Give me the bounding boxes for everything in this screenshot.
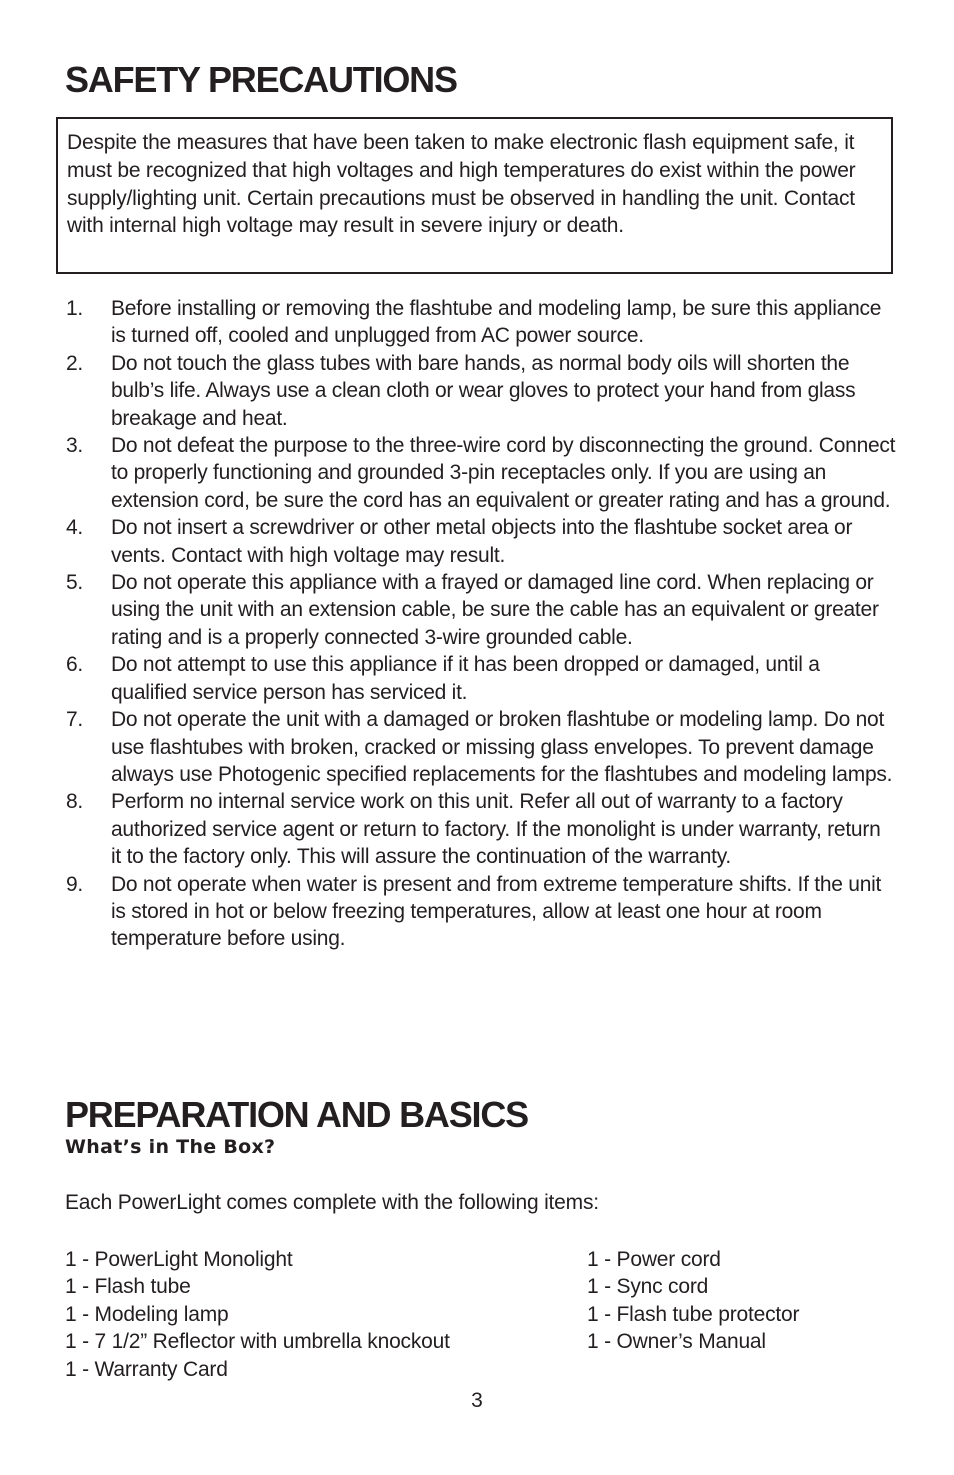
whats-in-box-subheading: What’s in The Box?: [65, 1136, 276, 1158]
item-number: 7.: [66, 708, 84, 732]
item-number: 6.: [66, 653, 84, 677]
safety-item-8: [66, 788, 896, 870]
box-item: 1 - Sync cord: [587, 1275, 709, 1299]
item-text: Perform no internal service work on this unit. Refer all out of warranty to a factory authorized service agent or return to factory. If the monolight is under warranty, return it to the factory only. This will assure the continuation of the warranty.: [111, 790, 881, 869]
box-items-left-column: [65, 1246, 450, 1383]
box-item: 1 - Modeling lamp: [65, 1302, 229, 1326]
box-item: 1 - Flash tube: [65, 1275, 191, 1299]
warning-text: Despite the measures that have been taken to make electronic flash equipment safe, it must be recognized that high voltages and high temperatures do exist within the power supply/lighting unit. Certain precautions must be observed in handling the unit. Contact with internal high voltage may result in severe injury or death.: [67, 131, 856, 238]
item-text: Before installing or removing the flashtube and modeling lamp, be sure this appliance is turned off, cooled and unplugged from AC power source.: [111, 297, 882, 348]
item-text: Do not defeat the purpose to the three-wire cord by disconnecting the ground. Connect to properly functioning and grounded 3-pin receptacles only. If you are using an extension cord, be sure the cord has an equivalent or greater rating and has a ground.: [111, 434, 896, 512]
safety-list: [66, 295, 896, 953]
box-item: 1 - Flash tube protector: [587, 1302, 800, 1326]
safety-item-6: [66, 651, 896, 706]
warning-box: [56, 117, 893, 274]
safety-item-1: [66, 295, 896, 350]
safety-item-9: [66, 871, 896, 953]
box-items-right-column: [587, 1246, 799, 1356]
safety-item-5: [66, 569, 896, 651]
safety-item-3: [66, 432, 896, 514]
item-number: 8.: [66, 790, 84, 814]
item-text: Do not operate this appliance with a frayed or damaged line cord. When replacing or using the unit with an extension cable, be sure the cable has an equivalent or greater rating and is a properly connected 3-wire grounded cable.: [111, 571, 879, 649]
safety-precautions-heading: SAFETY PRECAUTIONS: [65, 59, 457, 100]
page-number: 3: [471, 1389, 483, 1412]
safety-item-2: [66, 350, 896, 432]
item-number: 1.: [66, 297, 84, 320]
item-number: 2.: [66, 351, 84, 375]
box-item: 1 - Owner’s Manual: [587, 1330, 766, 1354]
item-text: Do not operate when water is present and from extreme temperature shifts. If the unit is stored in hot or below freezing temperatures, allow at least one hour at room temperature before using.: [111, 872, 882, 951]
item-number: 5.: [66, 571, 84, 595]
item-text: Do not touch the glass tubes with bare hands, as normal body oils will shorten the bulb’s life. Always use a clean cloth or wear gloves to protect your hand from glass breakage and heat.: [111, 351, 856, 430]
box-intro-text: Each PowerLight comes complete with the following items:: [65, 1191, 599, 1214]
item-text: Do not attempt to use this appliance if it has been dropped or damaged, until a qualified service person has serviced it.: [111, 653, 820, 704]
item-number: 4.: [66, 516, 84, 540]
box-item: 1 - PowerLight Monolight: [65, 1248, 293, 1271]
safety-item-4: [66, 514, 896, 569]
item-number: 3.: [66, 434, 84, 458]
box-item: 1 - Warranty Card: [65, 1357, 228, 1381]
box-item: 1 - Power cord: [587, 1248, 721, 1271]
item-text: Do not operate the unit with a damaged or broken flashtube or modeling lamp. Do not use flashtubes with broken, cracked or missing glass envelopes. To prevent damage always use Photogenic specified replacements for the flashtubes and modeling lamps.: [111, 708, 893, 786]
item-number: 9.: [66, 872, 84, 896]
box-item: 1 - 7 1/2” Reflector with umbrella knockout: [65, 1330, 450, 1354]
item-text: Do not insert a screwdriver or other metal objects into the flashtube socket area or vents. Contact with high voltage may result.: [111, 516, 853, 567]
safety-item-7: [66, 706, 896, 788]
preparation-heading: PREPARATION AND BASICS: [65, 1094, 528, 1135]
